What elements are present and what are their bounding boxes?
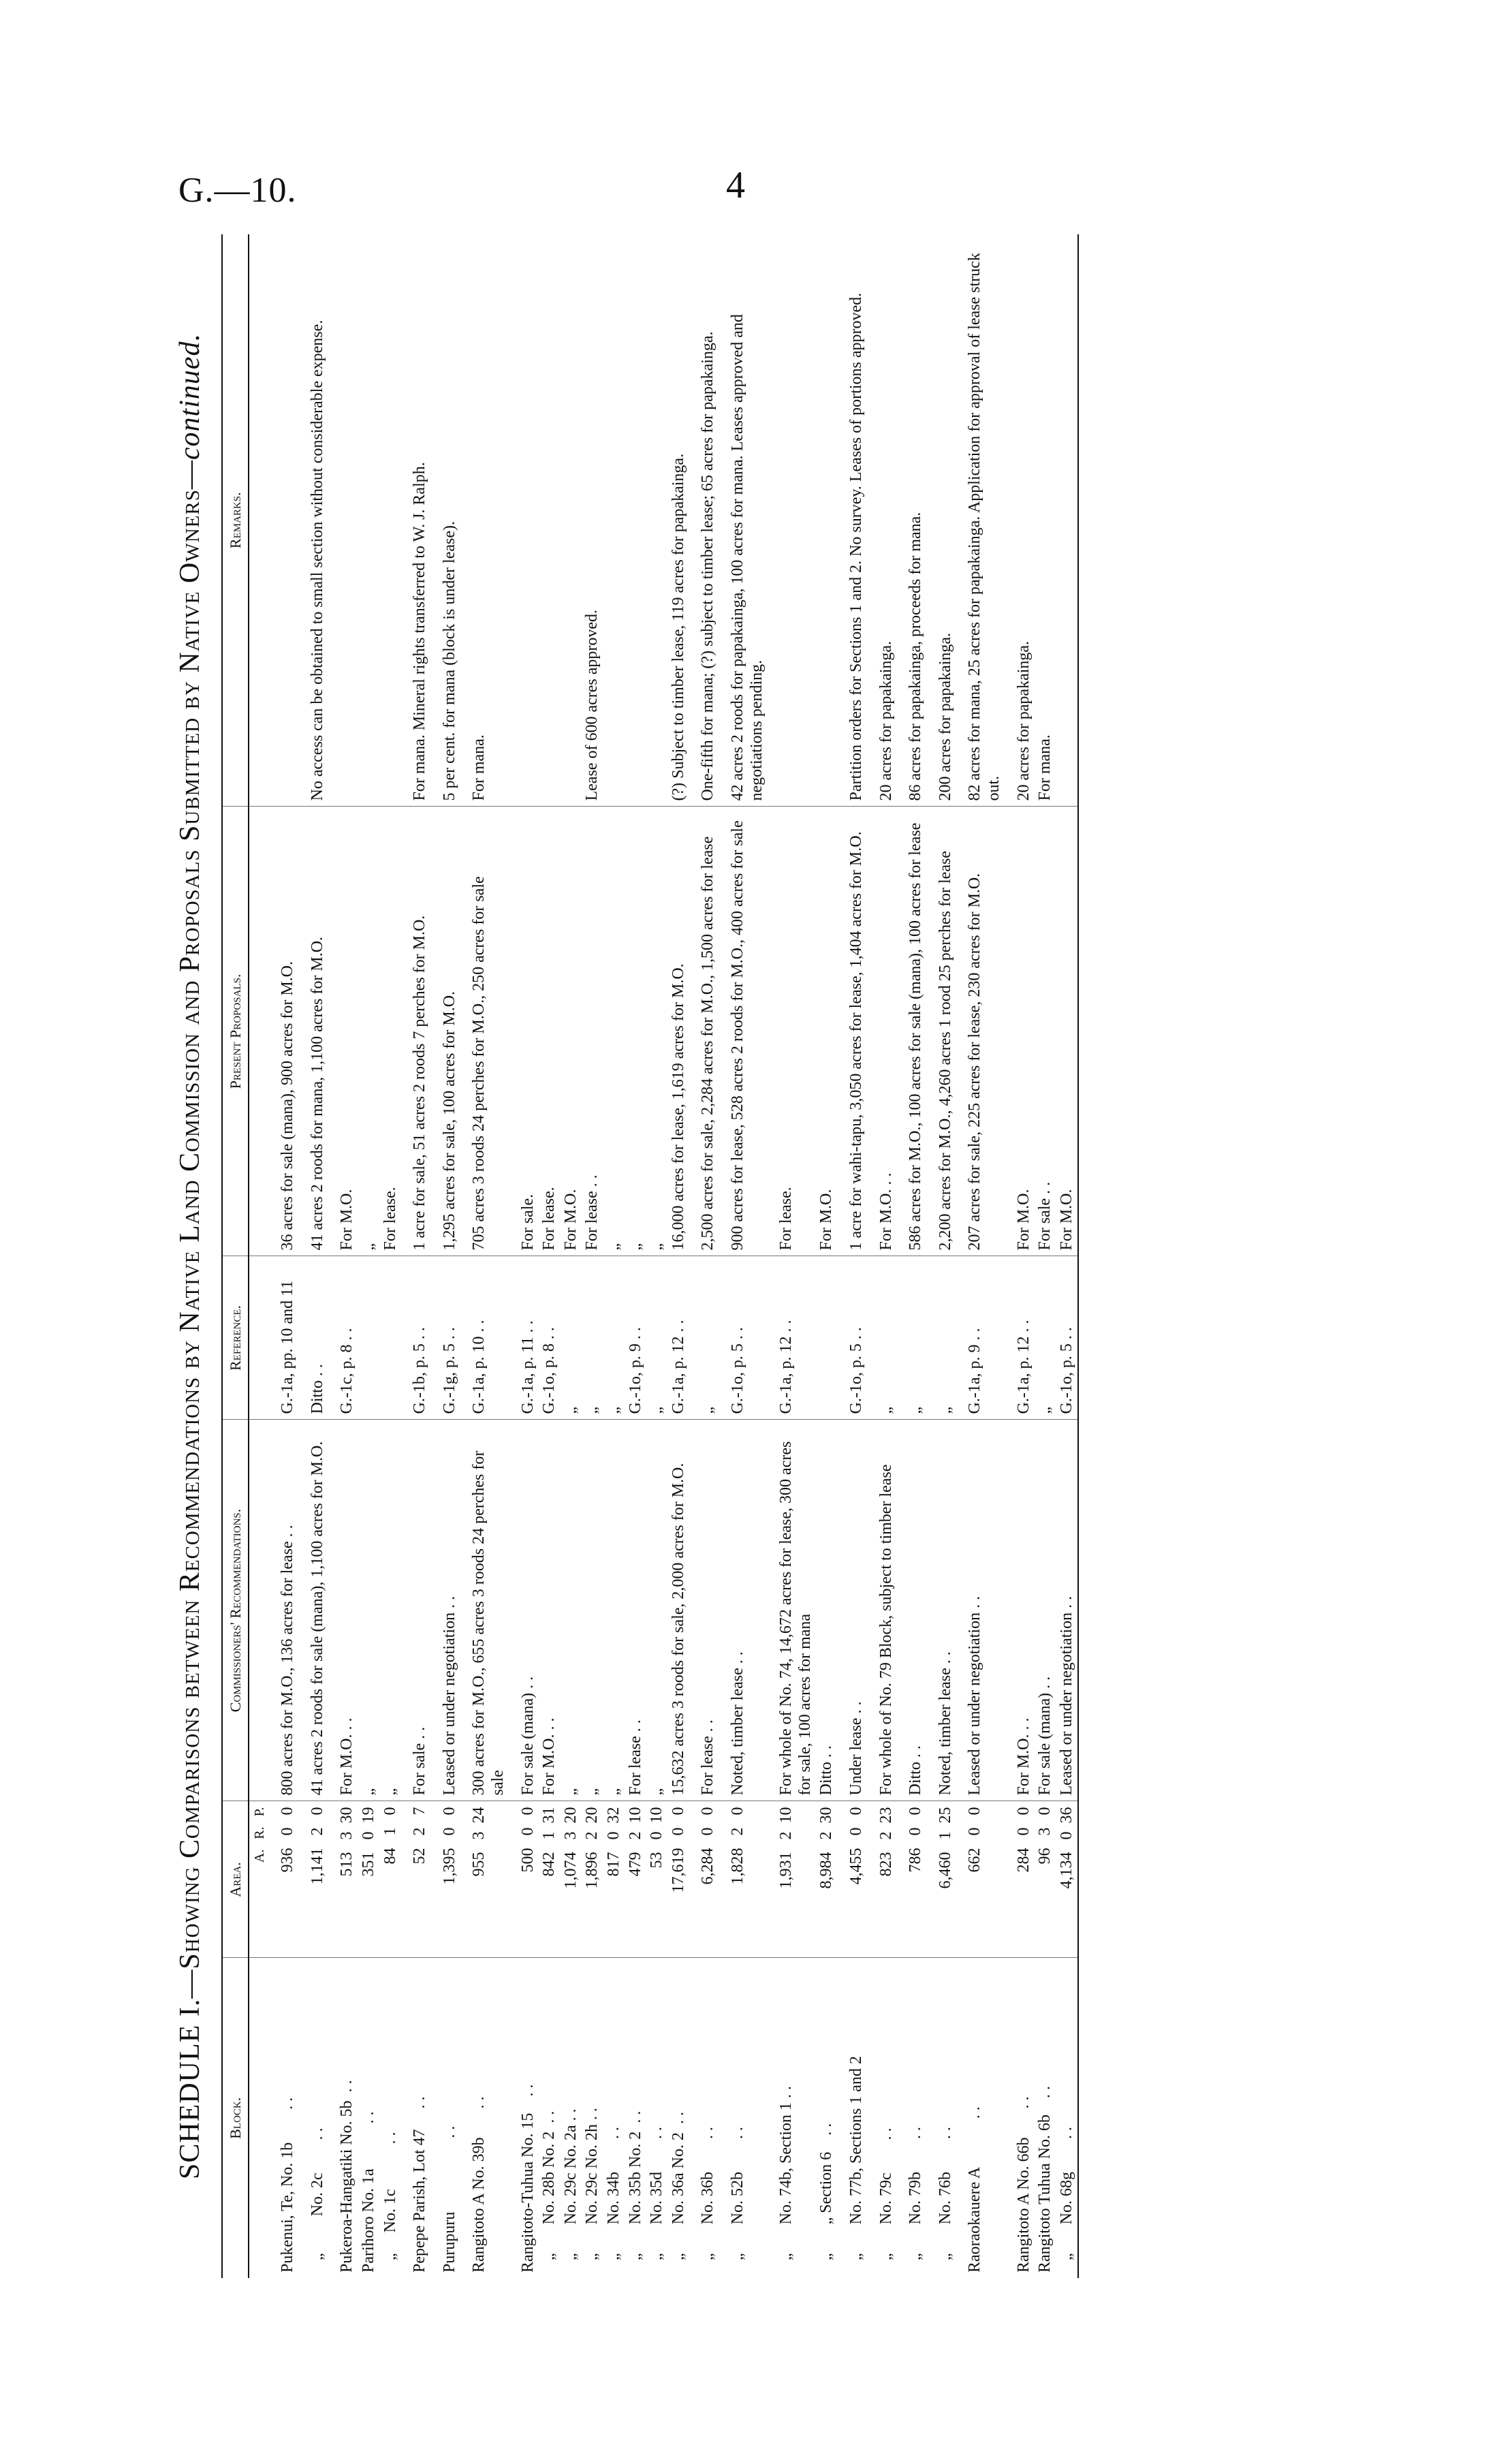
cell-proposals: For sale. xyxy=(509,807,539,1256)
cell-remarks: One-fifth for mana; (?) subject to timber lease; 65 acres for papakainga. xyxy=(689,234,719,807)
cell-proposals: For M.O. xyxy=(561,807,582,1256)
table-row xyxy=(539,234,561,2278)
table-row xyxy=(431,234,461,2278)
cell-commissioners: Ditto . . xyxy=(816,1420,838,1801)
table-row xyxy=(582,234,603,2278)
col-remarks-header: Remarks. xyxy=(222,234,249,807)
schedule-table xyxy=(221,234,1079,2278)
cell-block: „ No. 36b . . xyxy=(699,2127,717,2273)
cell-proposals: For M.O. xyxy=(1005,807,1035,1256)
cell-block: „ No. 79c . . xyxy=(877,2128,895,2273)
cell-remarks xyxy=(561,234,582,807)
cell-area: 6,284 0 0 xyxy=(689,1801,719,1958)
cell-commissioners: „ xyxy=(582,1420,603,1801)
cell-proposals: 41 acres 2 roods for mana, 1,100 acres for M.O. xyxy=(299,807,329,1256)
table-header-row xyxy=(222,234,249,2278)
col-block-header: Block. xyxy=(222,1958,249,2278)
cell-commissioners: „ xyxy=(603,1420,625,1801)
cell-area: 52 2 7 xyxy=(401,1801,431,1958)
cell-area: 662 0 0 xyxy=(956,1801,1005,1958)
table-row xyxy=(603,234,625,2278)
cell-proposals: For M.O. . . xyxy=(868,807,898,1256)
cell-proposals: 2,200 acres for M.O., 4,260 acres 1 rood 25 perches for lease xyxy=(927,807,957,1256)
cell-remarks xyxy=(269,234,299,807)
cell-remarks xyxy=(768,234,816,807)
cell-commissioners: For sale (mana) . . xyxy=(509,1420,539,1801)
cell-area: 817 0 32 xyxy=(603,1801,625,1958)
cell-block: „ „ Section 6 . . xyxy=(817,2123,836,2273)
cell-block: „ No. 28b No. 2 . . xyxy=(540,2110,558,2273)
cell-block: „ No. 79b . . xyxy=(907,2127,925,2273)
cell-remarks: For mana. xyxy=(1035,234,1056,807)
cell-remarks xyxy=(1056,234,1079,807)
cell-reference: G.-1a, pp. 10 and 11 xyxy=(269,1256,299,1420)
rotated-schedule xyxy=(174,234,1345,2278)
cell-remarks: 82 acres for mana, 25 acres for papakainga. Application for approval of lease struck out. xyxy=(956,234,1005,807)
cell-commissioners: For lease . . xyxy=(625,1420,647,1801)
cell-commissioners: For whole of No. 79 Block, subject to timber lease xyxy=(868,1420,898,1801)
cell-remarks xyxy=(380,234,402,807)
cell-block: „ No. 35d . . xyxy=(648,2127,666,2273)
table-row xyxy=(561,234,582,2278)
cell-block: „ No. 1c . . xyxy=(381,2132,399,2273)
cell-proposals: 36 acres for sale (mana), 900 acres for M.O. xyxy=(269,807,299,1256)
cell-proposals: „ xyxy=(625,807,647,1256)
cell-area: 955 3 24 xyxy=(460,1801,509,1958)
cell-area: 84 1 0 xyxy=(380,1801,402,1958)
cell-reference: G.-1b, p. 5 . . xyxy=(401,1256,431,1420)
cell-commissioners: For sale (mana) . . xyxy=(1035,1420,1056,1801)
cell-block: „ No. 35b No. 2 . . xyxy=(626,2110,644,2273)
cell-proposals: For M.O. xyxy=(816,807,838,1256)
title-main: SCHEDULE I.— xyxy=(174,1969,206,2179)
cell-reference xyxy=(358,1256,380,1420)
cell-proposals: For sale . . xyxy=(1035,807,1056,1256)
cell-commissioners: 15,632 acres 3 roods for sale, 2,000 acres for M.O. xyxy=(668,1420,690,1801)
cell-remarks: No access can be obtained to small section without considerable expense. xyxy=(299,234,329,807)
cell-reference xyxy=(380,1256,402,1420)
cell-reference: G.-1o, p. 5 . . xyxy=(838,1256,868,1420)
cell-proposals: 16,000 acres for lease, 1,619 acres for M.O. xyxy=(668,807,690,1256)
table-row xyxy=(689,234,719,2278)
table-row xyxy=(299,234,329,2278)
cell-reference: G.-1c, p. 8 . . xyxy=(328,1256,358,1420)
table-row xyxy=(646,234,668,2278)
cell-block: Rangitoto A No. 66b . . xyxy=(1014,2096,1033,2273)
table-row xyxy=(358,234,380,2278)
cell-proposals: 1 acre for sale, 51 acres 2 roods 7 perches for M.O. xyxy=(401,807,431,1256)
document-code: G.—10. xyxy=(178,171,297,210)
cell-reference: „ xyxy=(603,1256,625,1420)
cell-block: Raoraokauere A . . xyxy=(966,2106,984,2273)
cell-block: Rangitoto A No. 39b . . xyxy=(470,2096,488,2273)
cell-proposals: For lease. xyxy=(768,807,816,1256)
table-row xyxy=(328,234,358,2278)
table-row xyxy=(768,234,816,2278)
cell-area: 4,134 0 36 xyxy=(1056,1801,1079,1958)
table-row xyxy=(868,234,898,2278)
cell-proposals: For lease. xyxy=(539,807,561,1256)
cell-reference: Ditto . . xyxy=(299,1256,329,1420)
cell-remarks xyxy=(509,234,539,807)
cell-block: „ No. 29c No. 2h . . xyxy=(583,2108,601,2273)
cell-block: „ No. 36a No. 2 . . xyxy=(669,2112,687,2273)
cell-commissioners: For lease . . xyxy=(689,1420,719,1801)
title-rest: Showing Comparisons between Recommendations by Native Land Commission and Proposals Submitted by Native Owners— xyxy=(174,460,206,1969)
cell-area: 96 3 0 xyxy=(1035,1801,1056,1958)
cell-remarks xyxy=(603,234,625,807)
cell-proposals: 1,295 acres for sale, 100 acres for M.O. xyxy=(431,807,461,1256)
cell-remarks: 86 acres for papakainga, proceeds for mana. xyxy=(897,234,927,807)
cell-remarks: 200 acres for papakainga. xyxy=(927,234,957,807)
cell-area: 936 0 0 xyxy=(269,1801,299,1958)
cell-remarks: 42 acres 2 roods for papakainga, 100 acres for mana. Leases approved and negotiations pending. xyxy=(719,234,768,807)
cell-area: 1,074 3 20 xyxy=(561,1801,582,1958)
cell-area: 1,931 2 10 xyxy=(768,1801,816,1958)
cell-reference: G.-1a, p. 12 . . xyxy=(1005,1256,1035,1420)
cell-block: Pepepe Parish, Lot 47 . . xyxy=(411,2096,429,2273)
table-row xyxy=(668,234,690,2278)
table-row xyxy=(927,234,957,2278)
cell-reference: „ xyxy=(927,1256,957,1420)
cell-block: Parihoro No. 1a . . xyxy=(360,2111,378,2273)
cell-area: 500 0 0 xyxy=(509,1801,539,1958)
table-row xyxy=(719,234,768,2278)
col-proposals-header: Present Proposals. xyxy=(222,807,249,1256)
cell-proposals: 900 acres for lease, 528 acres 2 roods for M.O., 400 acres for sale xyxy=(719,807,768,1256)
cell-remarks: Partition orders for Sections 1 and 2. No survey. Leases of portions approved. xyxy=(838,234,868,807)
cell-remarks xyxy=(625,234,647,807)
cell-block: Purupuru . . xyxy=(440,2125,458,2273)
cell-reference: G.-1a, p. 10 . . xyxy=(460,1256,509,1420)
cell-reference: G.-1a, p. 11 . . xyxy=(509,1256,539,1420)
cell-commissioners: For sale . . xyxy=(401,1420,431,1801)
cell-reference: G.-1a, p. 9 . . xyxy=(956,1256,1005,1420)
area-units-row xyxy=(249,234,269,2278)
cell-reference: G.-1o, p. 9 . . xyxy=(625,1256,647,1420)
cell-block: „ No. 76b . . xyxy=(936,2127,954,2273)
cell-block: Rangitoto Tuhua No. 6b . . xyxy=(1036,2085,1054,2273)
cell-remarks: 20 acres for papakainga. xyxy=(868,234,898,807)
cell-area: 786 0 0 xyxy=(897,1801,927,1958)
cell-block: „ No. 74b, Section 1 . . xyxy=(777,2086,796,2273)
cell-block: „ No. 2c . . xyxy=(308,2128,326,2273)
cell-reference: „ xyxy=(561,1256,582,1420)
table-row xyxy=(1035,234,1056,2278)
cell-area: 17,619 0 0 xyxy=(668,1801,690,1958)
cell-proposals: „ xyxy=(646,807,668,1256)
cell-area: 6,460 1 25 xyxy=(927,1801,957,1958)
cell-commissioners: Under lease . . xyxy=(838,1420,868,1801)
cell-proposals: For M.O. xyxy=(328,807,358,1256)
cell-area: 479 2 10 xyxy=(625,1801,647,1958)
cell-remarks xyxy=(328,234,358,807)
cell-remarks xyxy=(358,234,380,807)
cell-area: 4,455 0 0 xyxy=(838,1801,868,1958)
cell-area: 513 3 30 xyxy=(328,1801,358,1958)
table-row xyxy=(1005,234,1035,2278)
cell-area: 1,395 0 0 xyxy=(431,1801,461,1958)
cell-reference: „ xyxy=(868,1256,898,1420)
cell-area: 53 0 10 xyxy=(646,1801,668,1958)
cell-reference: „ xyxy=(689,1256,719,1420)
cell-commissioners: 300 acres for M.O., 655 acres 3 roods 24 perches for sale xyxy=(460,1420,509,1801)
cell-block: Pukenui, Te, No. 1b . . xyxy=(279,2097,297,2273)
col-commissioners-header: Commissioners' Recommendations. xyxy=(222,1420,249,1801)
table-body xyxy=(249,234,1078,2278)
cell-commissioners: 41 acres 2 roods for sale (mana), 1,100 acres for M.O. xyxy=(299,1420,329,1801)
table-row xyxy=(401,234,431,2278)
cell-block: Rangitoto-Tuhua No. 15 . . xyxy=(518,2084,537,2273)
title-continued: continued. xyxy=(174,333,206,461)
cell-area: 823 2 23 xyxy=(868,1801,898,1958)
cell-reference: G.-1a, p. 12 . . xyxy=(768,1256,816,1420)
cell-remarks: For mana. xyxy=(460,234,509,807)
table-row xyxy=(897,234,927,2278)
table-row xyxy=(269,234,299,2278)
cell-commissioners: „ xyxy=(561,1420,582,1801)
cell-proposals: „ xyxy=(603,807,625,1256)
cell-area: 351 0 19 xyxy=(358,1801,380,1958)
table-row xyxy=(625,234,647,2278)
cell-commissioners: Ditto . . xyxy=(897,1420,927,1801)
cell-block: „ No. 77b, Sections 1 and 2 xyxy=(847,2056,865,2273)
cell-reference: G.-1g, p. 5 . . xyxy=(431,1256,461,1420)
schedule-title xyxy=(174,234,206,2278)
cell-proposals: 2,500 acres for sale, 2,284 acres for M.O., 1,500 acres for lease xyxy=(689,807,719,1256)
cell-proposals: For M.O. xyxy=(1056,807,1079,1256)
col-reference-header: Reference. xyxy=(222,1256,249,1420)
cell-reference: G.-1a, p. 12 . . xyxy=(668,1256,690,1420)
cell-proposals: 705 acres 3 roods 24 perches for M.O., 250 acres for sale xyxy=(460,807,509,1256)
cell-commissioners: For whole of No. 74, 14,672 acres for lease, 300 acres for sale, 100 acres for mana xyxy=(768,1420,816,1801)
cell-remarks: 20 acres for papakainga. xyxy=(1005,234,1035,807)
cell-commissioners: For M.O. . . xyxy=(328,1420,358,1801)
cell-proposals: 207 acres for sale, 225 acres for lease, 230 acres for M.O. xyxy=(956,807,1005,1256)
cell-area: 8,984 2 30 xyxy=(816,1801,838,1958)
cell-proposals: 586 acres for M.O., 100 acres for sale (mana), 100 acres for lease xyxy=(897,807,927,1256)
table-row xyxy=(1056,234,1079,2278)
cell-area: 842 1 31 xyxy=(539,1801,561,1958)
cell-area: 1,896 2 20 xyxy=(582,1801,603,1958)
area-units: A. R. P. xyxy=(249,1801,269,1958)
cell-commissioners: For M.O. . . xyxy=(539,1420,561,1801)
cell-reference: „ xyxy=(646,1256,668,1420)
cell-commissioners: 800 acres for M.O., 136 acres for lease . . xyxy=(269,1420,299,1801)
table-row xyxy=(380,234,402,2278)
cell-block: Pukeroa-Hangatiki No. 5b . . xyxy=(338,2080,356,2273)
cell-block: „ No. 29c No. 2a . . xyxy=(561,2108,580,2273)
cell-remarks: For mana. Mineral rights transferred to W. J. Ralph. xyxy=(401,234,431,807)
cell-block: „ No. 68g . . xyxy=(1056,1958,1079,2278)
cell-commissioners: Leased or under negotiation . . xyxy=(1056,1420,1079,1801)
cell-remarks xyxy=(816,234,838,807)
cell-reference xyxy=(816,1256,838,1420)
cell-commissioners: Leased or under negotiation . . xyxy=(431,1420,461,1801)
cell-reference: G.-1o, p. 5 . . xyxy=(1056,1256,1079,1420)
cell-remarks: (?) Subject to timber lease, 119 acres for papakainga. xyxy=(668,234,690,807)
cell-commissioners: Noted, timber lease . . xyxy=(719,1420,768,1801)
table-row xyxy=(838,234,868,2278)
table-row xyxy=(509,234,539,2278)
cell-commissioners: Leased or under negotiation . . xyxy=(956,1420,1005,1801)
table-row xyxy=(460,234,509,2278)
cell-area: 1,141 2 0 xyxy=(299,1801,329,1958)
cell-remarks xyxy=(539,234,561,807)
cell-reference: „ xyxy=(582,1256,603,1420)
cell-area: 1,828 2 0 xyxy=(719,1801,768,1958)
table-row xyxy=(956,234,1005,2278)
cell-commissioners: „ xyxy=(646,1420,668,1801)
cell-remarks: 5 per cent. for mana (block is under lease). xyxy=(431,234,461,807)
page-number: 4 xyxy=(726,164,745,206)
cell-proposals: For lease . . xyxy=(582,807,603,1256)
cell-remarks xyxy=(646,234,668,807)
cell-commissioners: „ xyxy=(380,1420,402,1801)
cell-commissioners: Noted, timber lease . . xyxy=(927,1420,957,1801)
cell-proposals: „ xyxy=(358,807,380,1256)
cell-commissioners: For M.O. . . xyxy=(1005,1420,1035,1801)
cell-block: „ No. 52b . . xyxy=(728,2127,746,2273)
cell-block: „ No. 34b . . xyxy=(605,2127,623,2273)
cell-reference: „ xyxy=(1035,1256,1056,1420)
cell-reference: G.-1o, p. 8 . . xyxy=(539,1256,561,1420)
col-area-header: Area. xyxy=(222,1801,249,1958)
cell-reference: „ xyxy=(897,1256,927,1420)
cell-area: 284 0 0 xyxy=(1005,1801,1035,1958)
cell-commissioners: „ xyxy=(358,1420,380,1801)
cell-proposals: For lease. xyxy=(380,807,402,1256)
cell-remarks: Lease of 600 acres approved. xyxy=(582,234,603,807)
cell-reference: G.-1o, p. 5 . . xyxy=(719,1256,768,1420)
cell-proposals: 1 acre for wahi-tapu, 3,050 acres for lease, 1,404 acres for M.O. xyxy=(838,807,868,1256)
table-row xyxy=(816,234,838,2278)
